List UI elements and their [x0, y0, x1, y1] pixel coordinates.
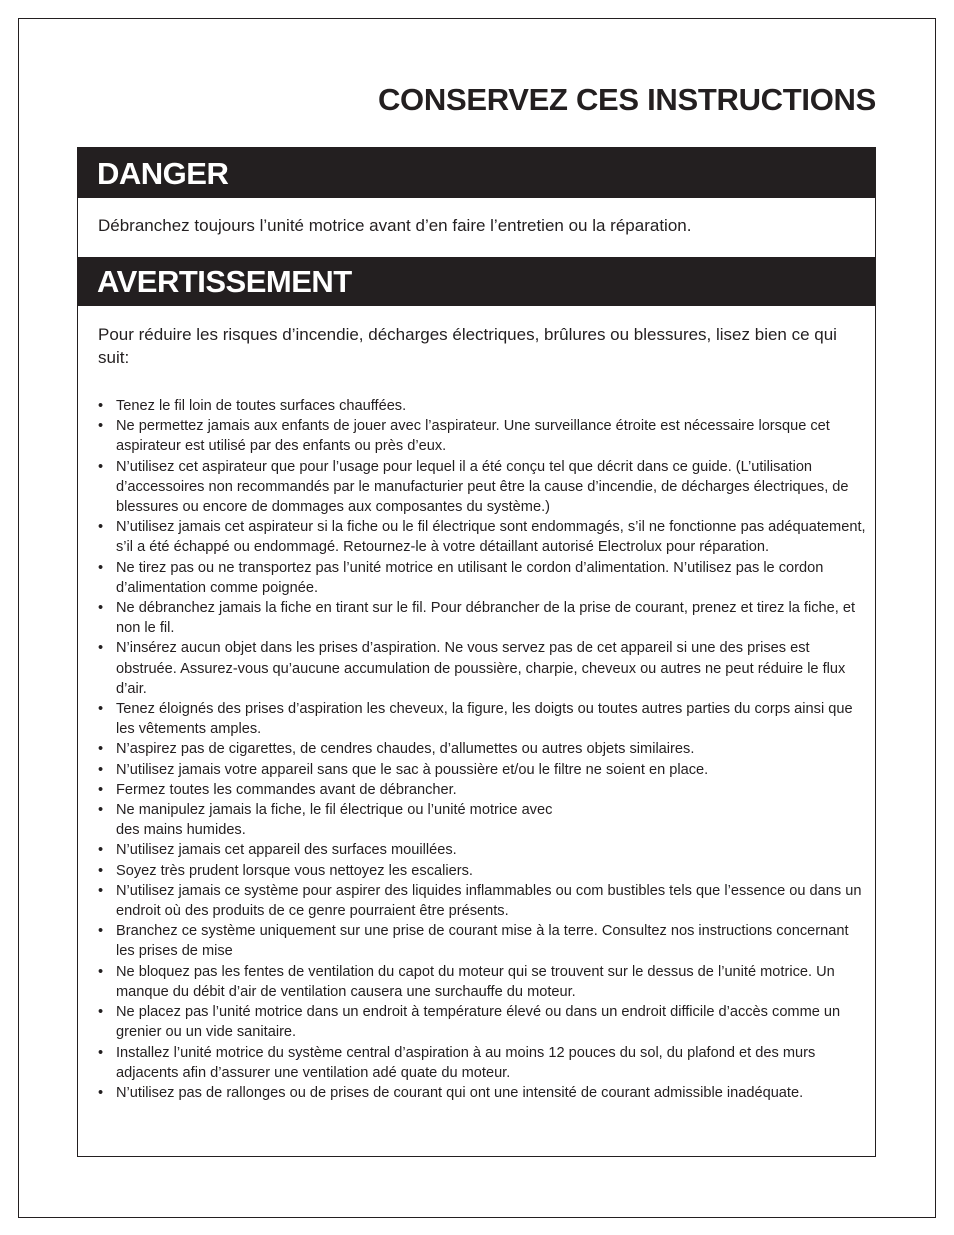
- warning-list-item-text: • Ne manipulez jamais la fiche, le fil électrique ou l’unité motrice avec: [116, 802, 553, 819]
- warning-list-item-text: • Ne bloquez pas les fentes de ventilation du capot du moteur qui se trouvent sur le dessus de l’unité motrice. Un manque du débit d’air de ventilation causera une surchauffe du moteur.: [116, 963, 835, 1000]
- warning-heading: AVERTISSEMENT: [77, 257, 876, 306]
- warning-list-item: [98, 1043, 868, 1083]
- warning-list-item-text: • Fermez toutes les commandes avant de débrancher.: [116, 781, 457, 798]
- warning-list-item-text: • N’utilisez jamais votre appareil sans que le sac à poussière et/ou le filtre ne soient en place.: [116, 761, 709, 778]
- warning-list-item: [98, 558, 868, 598]
- warning-list-item: [98, 861, 868, 881]
- warning-list-item-text: • Branchez ce système uniquement sur une prise de courant mise à la terre. Consultez nos instructions concernant les prises de mise: [116, 923, 849, 960]
- warning-list-item: [98, 1002, 868, 1042]
- warning-list-item-text: • Installez l’unité motrice du système central d’aspiration à au moins 12 pouces du sol, du plafond et des murs adjacents afin d’assurer une ventilation adé quate du moteur.: [116, 1044, 816, 1081]
- safety-box: [77, 147, 876, 1157]
- warning-list: [98, 396, 868, 1103]
- warning-list-item: [98, 457, 868, 518]
- warning-list-item: [98, 1083, 868, 1103]
- warning-list-item: [98, 962, 868, 1002]
- warning-list-item-text: • N’utilisez cet aspirateur que pour l’usage pour lequel il a été conçu tel que décrit dans ce guide. (L’utilisation d’accessoires non recommandés par le manufacturier peut être la cause d’incendie, de décharges électriques, de blessures ou encore de dommages aux composantes du système.): [116, 458, 849, 516]
- warning-list-item-text: • Ne permettez jamais aux enfants de jouer avec l’aspirateur. Une surveillance étroite est nécessaire lorsque cet aspirateur est utilisé par des enfants ou près d’eux.: [116, 418, 830, 455]
- warning-list-item: [98, 416, 868, 456]
- warning-list-item-text: • Ne débranchez jamais la fiche en tirant sur le fil. Pour débrancher de la prise de courant, prenez et tirez la fiche, et non le fil.: [116, 600, 856, 637]
- warning-list-item-text: • N’utilisez jamais ce système pour aspirer des liquides inflammables ou com bustibles tels que l’essence ou dans un endroit où des produits de ce genre pourraient être présents.: [116, 882, 862, 920]
- warning-list-item-text: • Ne placez pas l’unité motrice dans un endroit à température élevé ou dans un endroit difficile d’accès comme un grenier ou un vide sanitaire.: [116, 1004, 841, 1041]
- warning-list-item: [98, 881, 868, 921]
- warning-list-item: [98, 638, 868, 699]
- danger-heading: DANGER: [77, 147, 876, 198]
- warning-list-item-text: • N’insérez aucun objet dans les prises d’aspiration. Ne vous servez pas de cet appareil si une des prises est obstruée. Assurez-vous qu’aucune accumulation de poussière, charpie, cheveux ou autres ne peut réduire le flux d’air.: [116, 640, 846, 697]
- warning-list-item: [98, 699, 868, 739]
- warning-list-item: [98, 517, 868, 557]
- warning-list-item: [98, 760, 868, 780]
- warning-list-item-text: • N’aspirez pas de cigarettes, de cendres chaudes, d’allumettes ou autres objets similaires.: [116, 741, 695, 758]
- warning-list-item-text: • Tenez le fil loin de toutes surfaces chauffées.: [116, 398, 407, 414]
- warning-list-item-text: des mains humides.: [116, 822, 246, 839]
- danger-text: Débranchez toujours l’unité motrice avant d’en faire l’entretien ou la réparation.: [98, 216, 692, 235]
- warning-list-item-text: • N’utilisez jamais cet aspirateur si la fiche ou le fil électrique sont endommagés, s’il ne fonctionne pas adéquatement, s’il a été échappé ou endommagé. Retournez-le à votre détaillant autorisé Electrolux pour réparation.: [116, 519, 866, 556]
- warning-list-item: [98, 739, 868, 759]
- warning-list-item: [98, 598, 868, 638]
- warning-list-item: [98, 396, 868, 416]
- warning-list-item-text: • Soyez très prudent lorsque vous nettoyez les escaliers.: [116, 862, 473, 879]
- warning-list-item-text: • N’utilisez jamais cet appareil des surfaces mouillées.: [116, 842, 457, 859]
- warning-list-item: [98, 921, 868, 961]
- page-title: CONSERVEZ CES INSTRUCTIONS: [377, 82, 876, 117]
- warning-list-item: [98, 780, 868, 800]
- warning-list-item-text: • N’utilisez pas de rallonges ou de prises de courant qui ont une intensité de courant admissible inadéquate.: [116, 1084, 804, 1101]
- warning-list-item-text: • Ne tirez pas ou ne transportez pas l’unité motrice en utilisant le cordon d’alimentation. N’utilisez pas le cordon d’alimentation comme poignée.: [116, 559, 824, 596]
- warning-list-item-text: • Tenez éloignés des prises d’aspiration les cheveux, la figure, les doigts ou toutes autres parties du corps ainsi que les vêtements amples.: [116, 701, 853, 738]
- warning-list-item: [98, 800, 868, 840]
- warning-list-item: [98, 840, 868, 860]
- warning-intro: Pour réduire les risques d’incendie, décharges électriques, brûlures ou blessures, lisez bien ce qui suit:: [98, 325, 837, 367]
